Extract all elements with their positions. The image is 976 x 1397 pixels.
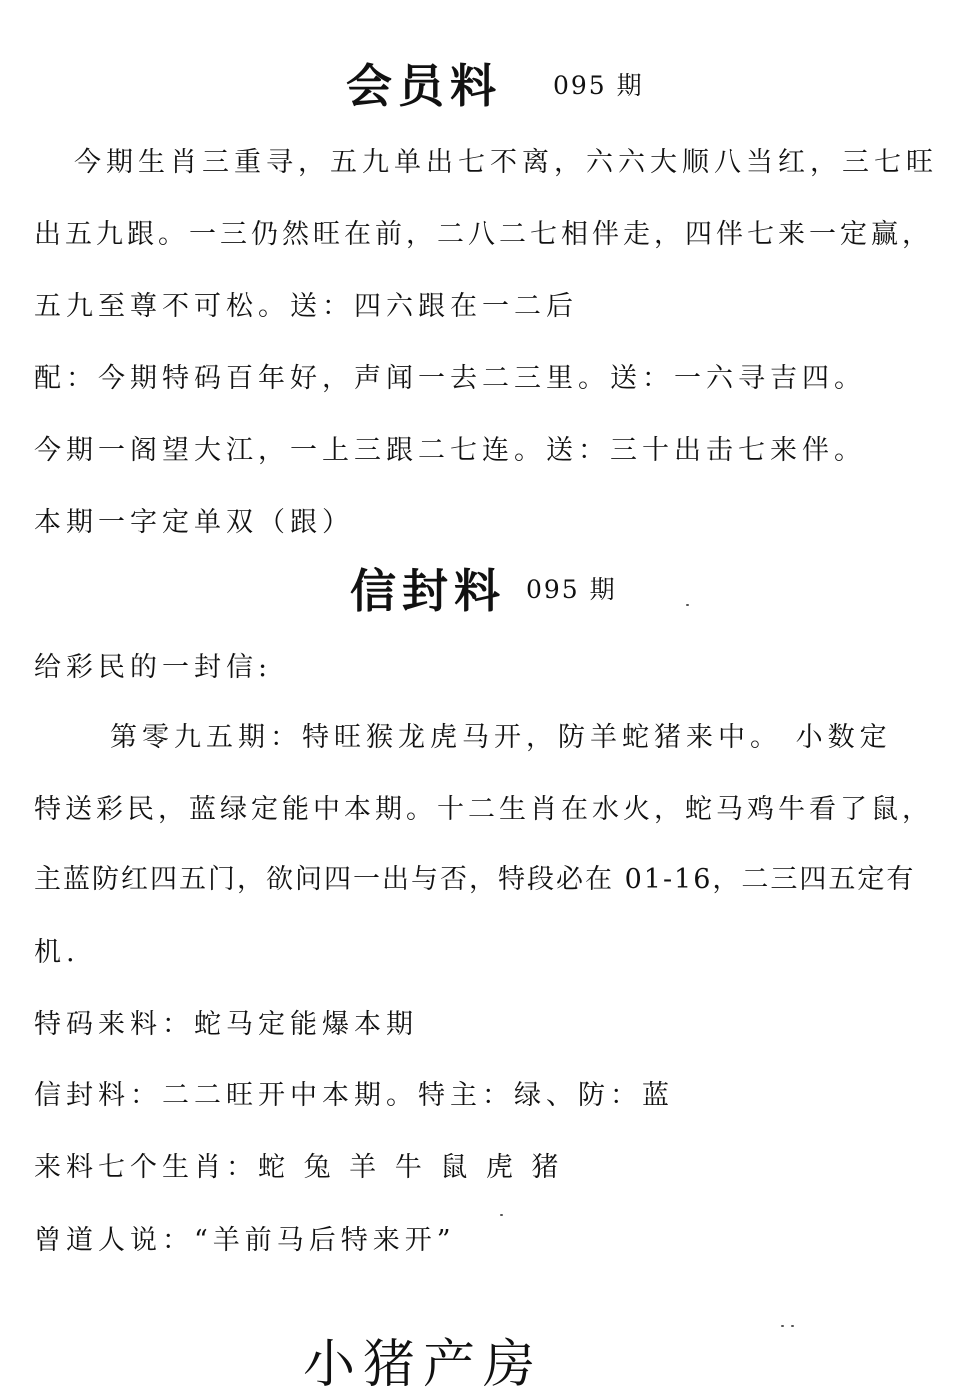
scan-speck: [686, 604, 689, 606]
member-line-2: 出五九跟。一三仍然旺在前，二八二七相伴走，四伴七来一定赢，: [34, 219, 933, 250]
scan-speck: [500, 1214, 503, 1216]
member-line-4: 配：今期特码百年好，声闻一去二三里。送：一六寻吉四。: [34, 363, 866, 394]
scan-speck: [781, 1325, 784, 1327]
envelope-line-9: 曾道人说：“羊前马后特来开”: [34, 1225, 456, 1256]
member-section-title: 会员料: [346, 59, 502, 113]
envelope-line-5: 机.: [34, 937, 80, 968]
envelope-line-4: 主蓝防红四五门，欲问四一出与否，特段必在 01-16，二三四五定有: [34, 864, 916, 895]
member-line-3: 五九至尊不可松。送：四六跟在一二后: [34, 291, 578, 322]
envelope-line-7: 信封料：二二旺开中本期。特主：绿、防：蓝: [34, 1080, 674, 1111]
member-line-6: 本期一字定单双（跟）: [34, 507, 354, 538]
envelope-line-6: 特码来料：蛇马定能爆本期: [34, 1009, 418, 1040]
envelope-section-title: 信封料: [350, 564, 506, 618]
scan-speck: [791, 1325, 794, 1327]
envelope-line-3: 特送彩民，蓝绿定能中本期。十二生肖在水火，蛇马鸡牛看了鼠，: [34, 794, 933, 825]
envelope-line-1: 给彩民的一封信:: [34, 652, 273, 683]
member-line-5: 今期一阁望大江，一上三跟二七连。送：三十出击七来伴。: [34, 435, 866, 466]
member-section-issue: 095 期: [553, 71, 644, 100]
footer-title: 小猪产房: [303, 1335, 544, 1395]
envelope-line-8: 来料七个生肖：蛇 兔 羊 牛 鼠 虎 猪: [34, 1152, 564, 1183]
envelope-section-issue: 095 期: [526, 575, 617, 604]
envelope-line-2: 第零九五期：特旺猴龙虎马开，防羊蛇猪来中。 小数定: [110, 722, 892, 753]
member-line-1: 今期生肖三重寻，五九单出七不离，六六大顺八当红，三七旺: [74, 147, 938, 178]
